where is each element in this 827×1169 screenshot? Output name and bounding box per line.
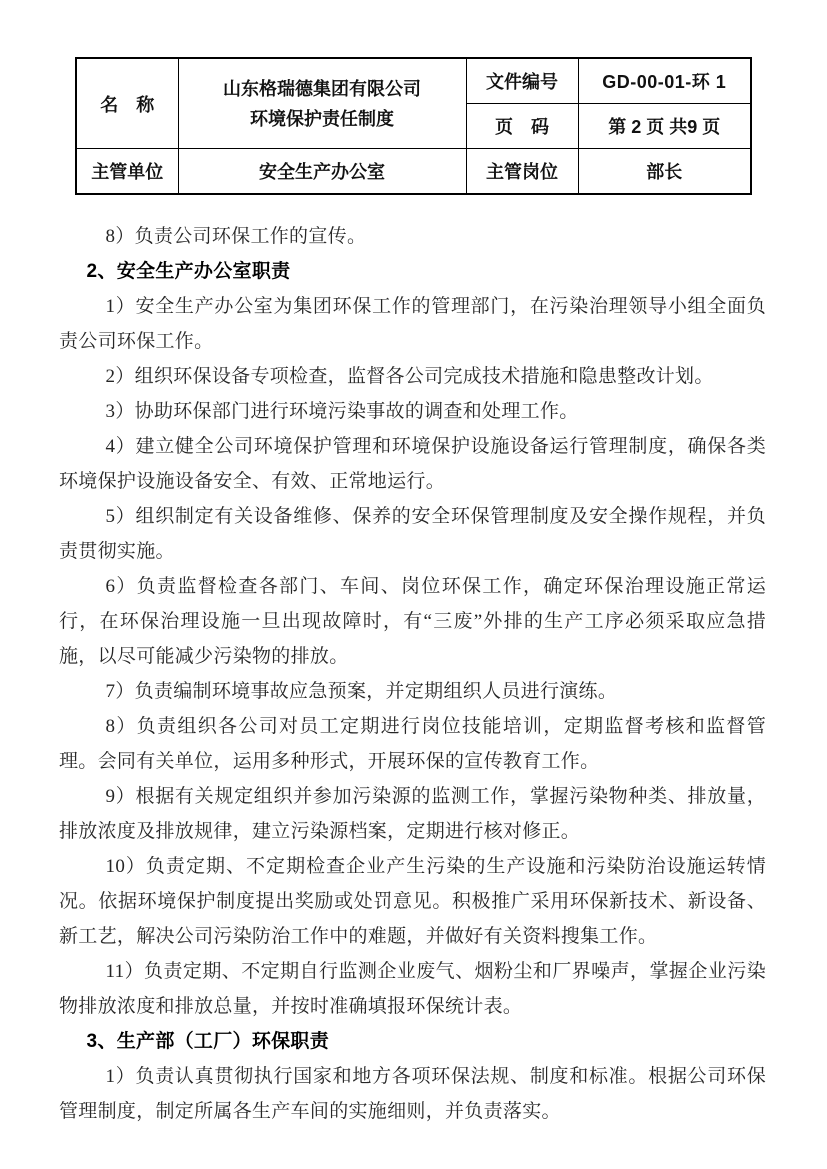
position-label-cell: [466, 149, 578, 195]
header-table: [75, 57, 752, 195]
body-paragraph: 9）根据有关规定组织并参加污染源的监测工作，掌握污染物种类、排放量，排放浓度及排放规律，建立污染源档案，定期进行核对修正。: [59, 786, 766, 842]
page-value: 第 2 页 共9 页: [608, 117, 721, 137]
doc-number-label-cell: [466, 58, 578, 104]
page-label: 页 码: [495, 117, 549, 137]
page-label-cell: [466, 104, 578, 149]
body-paragraph: 5）组织制定有关设备维修、保养的安全环保管理制度及安全操作规程，并负责贯彻实施。: [59, 506, 766, 562]
unit-value: 安全生产办公室: [259, 162, 385, 182]
body-paragraph: 6）负责监督检查各部门、车间、岗位环保工作，确定环保治理设施正常运行，在环保治理设施一旦出现故障时，有“三废”外排的生产工序必须采取应急措施，以尽可能减少污染物的排放。: [59, 576, 766, 667]
body-paragraph: 1）负责认真贯彻执行国家和地方各项环保法规、制度和标准。根据公司环保管理制度，制定所属各生产车间的实施细则，并负责落实。: [59, 1066, 766, 1122]
document-body: [59, 219, 766, 1129]
unit-label-cell: [76, 149, 178, 195]
document-title: 环境保护责任制度: [250, 108, 394, 129]
doc-number-value-cell: [578, 58, 751, 104]
body-paragraph: 10）负责定期、不定期检查企业产生污染的生产设施和污染防治设施运转情况。依据环境保护制度提出奖励或处罚意见。积极推广采用环保新技术、新设备、新工艺，解决公司污染防治工作中的难题，并做好有关资料搜集工作。: [59, 856, 766, 947]
document-title-cell: [178, 58, 466, 149]
unit-label: 主管单位: [91, 162, 164, 182]
page-value-cell: [578, 104, 751, 149]
body-paragraph: 11）负责定期、不定期自行监测企业废气、烟粉尘和厂界噪声，掌握企业污染物排放浓度和排放总量，并按时准确填报环保统计表。: [59, 961, 766, 1017]
body-paragraph: 7）负责编制环境事故应急预案，并定期组织人员进行演练。: [105, 681, 618, 702]
body-paragraph: 2）组织环保设备专项检查，监督各公司完成技术措施和隐患整改计划。: [105, 366, 714, 387]
position-value: 部长: [646, 162, 683, 182]
body-paragraph: 1）安全生产办公室为集团环保工作的管理部门，在污染治理领导小组全面负责公司环保工作。: [59, 296, 766, 352]
doc-number-value: GD-00-01-环 1: [602, 72, 727, 92]
header-row-1: [76, 58, 751, 104]
section-heading: 2、安全生产办公室职责: [86, 261, 291, 282]
position-label: 主管岗位: [486, 162, 558, 182]
name-label: 名 称: [100, 94, 155, 115]
body-paragraph: 8）负责组织各公司对员工定期进行岗位技能培训，定期监督考核和监督管理。会同有关单位，运用多种形式，开展环保的宣传教育工作。: [59, 716, 766, 772]
unit-value-cell: [178, 149, 466, 195]
name-label-cell: [76, 58, 178, 149]
header-row-3: [76, 149, 751, 195]
body-paragraph: 3）协助环保部门进行环境污染事故的调查和处理工作。: [105, 401, 579, 422]
body-paragraph: 4）建立健全公司环境保护管理和环境保护设施设备运行管理制度，确保各类环境保护设施设备安全、有效、正常地运行。: [59, 436, 766, 492]
company-name: 山东格瑞德集团有限公司: [223, 78, 421, 99]
body-paragraph: 8）负责公司环保工作的宣传。: [105, 226, 367, 247]
doc-number-label: 文件编号: [486, 72, 558, 92]
position-value-cell: [578, 149, 751, 195]
section-heading: 3、生产部（工厂）环保职责: [86, 1031, 330, 1052]
